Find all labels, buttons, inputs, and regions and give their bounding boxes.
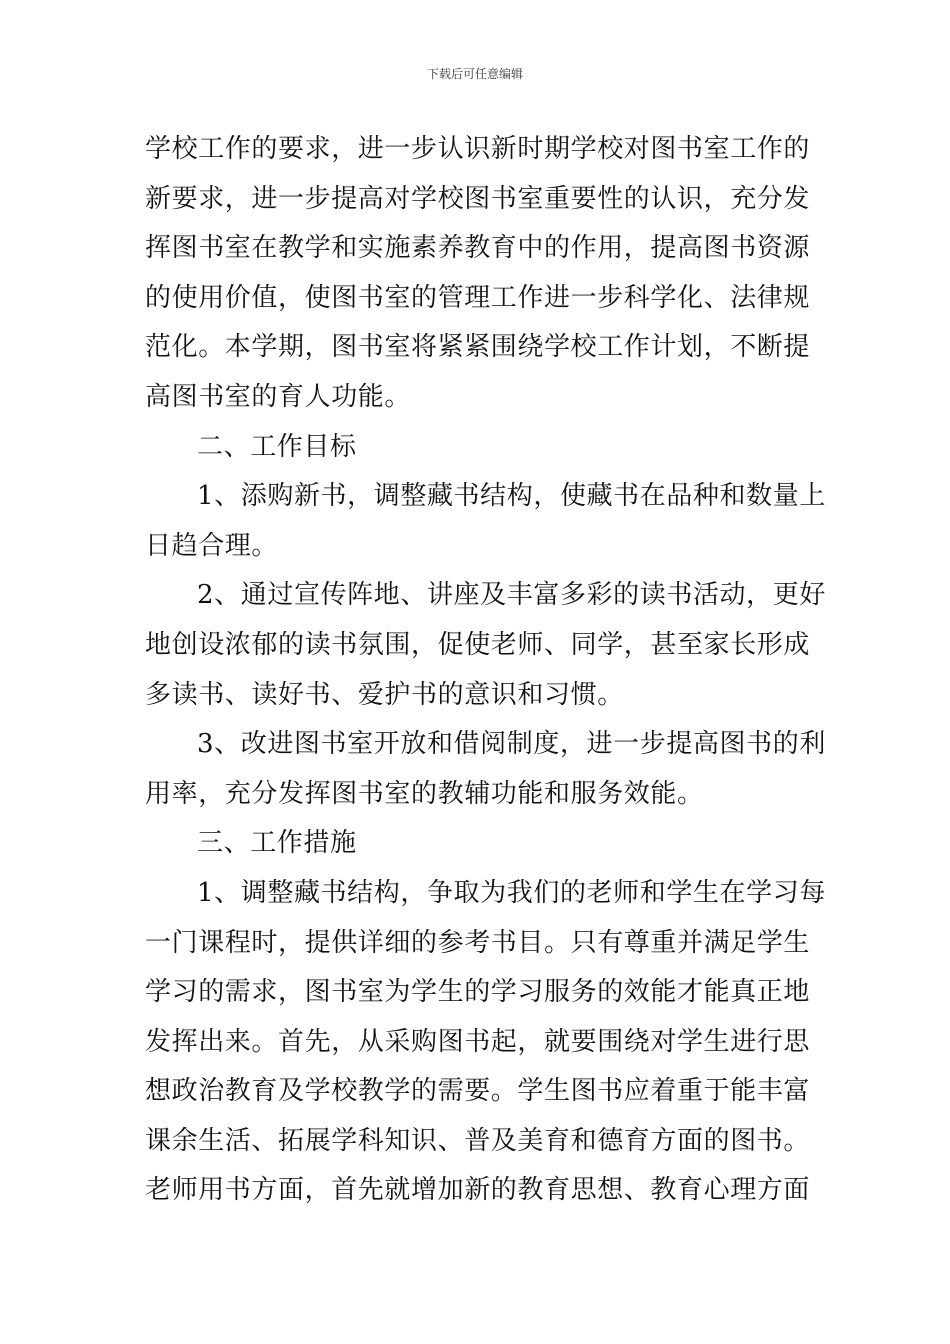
text-line: 多读书、读好书、爱护书的意识和习惯。 [145, 679, 624, 710]
text-line: 范化。本学期，图书室将紧紧围绕学校工作计划，不断提 [145, 332, 811, 363]
text-line: 高图书室的育人功能。 [145, 381, 412, 412]
text-line: 1、添购新书，调整藏书结构，使藏书在品种和数量上 [197, 481, 826, 512]
body-text [145, 125, 826, 1216]
text-line: 2、通过宣传阵地、讲座及丰富多彩的读书活动，更好 [197, 580, 826, 611]
text-line: 的使用价值，使图书室的管理工作进一步科学化、法律规 [145, 282, 811, 313]
text-line: 用率，充分发挥图书室的教辅功能和服务效能。 [145, 778, 704, 809]
text-line: 老师用书方面，首先就增加新的教育思想、教育心理方面 [145, 1175, 811, 1206]
text-line: 地创设浓郁的读书氛围，促使老师、同学，甚至家长形成 [145, 629, 811, 660]
text-line: 1、调整藏书结构，争取为我们的老师和学生在学习每 [197, 877, 826, 908]
text-line: 挥图书室在教学和实施素养教育中的作用，提高图书资源 [145, 233, 811, 264]
text-line: 日趋合理。 [145, 530, 279, 561]
text-line: 课余生活、拓展学科知识、普及美育和德育方面的图书。 [145, 1125, 811, 1156]
page-header: 下载后可任意编辑 [426, 67, 523, 81]
text-line: 一门课程时，提供详细的参考书目。只有尊重并满足学生 [145, 927, 811, 958]
text-line: 学习的需求，图书室为学生的学习服务的效能才能真正地 [145, 977, 811, 1008]
text-line: 想政治教育及学校教学的需要。学生图书应着重于能丰富 [145, 1076, 811, 1107]
text-line: 新要求，进一步提高对学校图书室重要性的认识，充分发 [145, 183, 811, 214]
section-heading: 二、工作目标 [197, 431, 357, 462]
text-line: 发挥出来。首先，从采购图书起，就要围绕对学生进行思 [145, 1026, 811, 1057]
section-heading: 三、工作措施 [197, 828, 357, 859]
text-line: 3、改进图书室开放和借阅制度，进一步提高图书的利 [197, 729, 826, 760]
text-line: 学校工作的要求，进一步认识新时期学校对图书室工作的 [145, 134, 811, 164]
